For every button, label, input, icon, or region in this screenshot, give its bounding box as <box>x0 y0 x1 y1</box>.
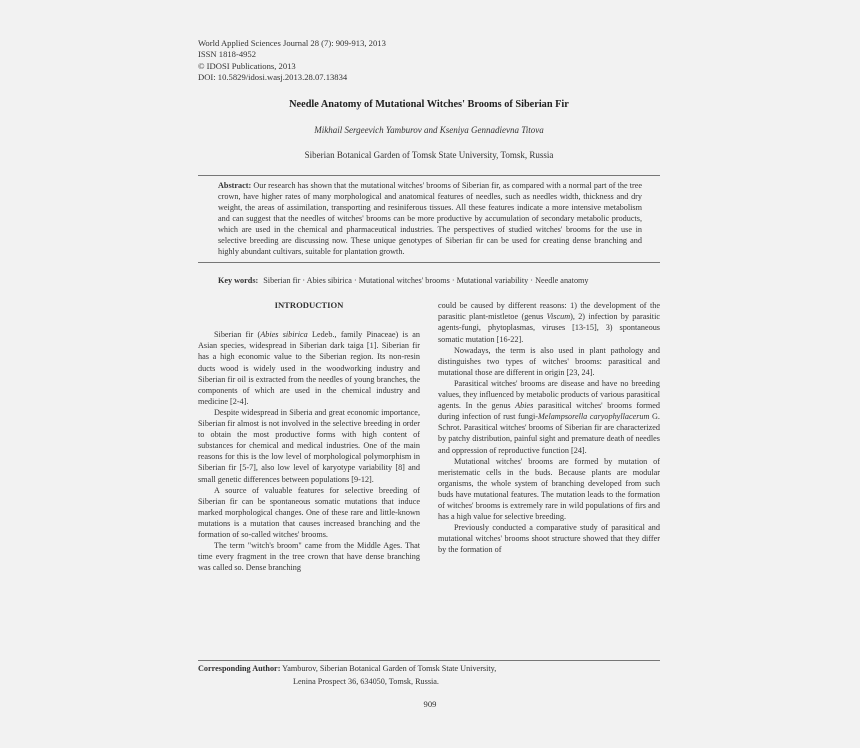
genus-name: Viscum <box>546 312 571 322</box>
keywords <box>198 275 660 286</box>
corresponding-author-line2: Lenina Prospect 36, 634050, Tomsk, Russia. <box>293 676 439 686</box>
paragraph: Previously conducted a comparative study of parasitical and mutational witches' brooms shoot structure showed that they differ by the formation of <box>438 523 660 555</box>
copyright: © IDOSI Publications, 2013 <box>198 60 296 71</box>
page-content <box>198 38 660 573</box>
journal-citation: World Applied Sciences Journal 28 (7): 909-913, 2013 <box>198 38 386 48</box>
paragraph: Despite widespread in Siberia and great economic importance, Siberian fir almost is not involved in the selective breeding in order to obtain the most productive forms with high content of substances for chemical and medical industries. One of the main reasons for this is the low level of morphological polymorphism in Siberian fir [5-7], also low level of karyotype variability [8] and small genetic differences between populations [9-12]. <box>198 407 420 484</box>
corresponding-author-line1: Yamburov, Siberian Botanical Garden of Tomsk State University, <box>282 664 497 673</box>
abstract <box>198 175 660 264</box>
paragraph: Mutational witches' brooms are formed by mutation of meristematic cells in the buds. Because plants are modular organisms, the whole system of branching developed from such buds have mutational features. The mutation leads to the formation of witches' brooms is extremely rare in wild populations of firs and has a high value for selective breeding. <box>438 456 660 522</box>
fungus-name: Melampsorella caryophyllacerum <box>537 412 650 422</box>
abstract-label: Abstract: <box>218 180 252 190</box>
paper-title: Needle Anatomy of Mutational Witches' Brooms of Siberian Fir <box>289 98 569 110</box>
issn: ISSN 1818-4952 <box>198 49 257 60</box>
genus-name: Abies <box>515 401 534 411</box>
paragraph: A source of valuable features for selective breeding of Siberian fir can be spontaneous somatic mutations that induce marked morphological changes. One of these rare and little-known mutations is a mutation that causes increased branching and the formation of so-called witches' brooms. <box>198 485 420 539</box>
journal-header <box>198 38 660 84</box>
doi: DOI: 10.5829/idosi.wasj.2013.28.07.13834 <box>198 72 348 83</box>
section-heading-introduction: INTRODUCTION <box>274 300 344 311</box>
paragraph: Parasitical witches' brooms are disease and have no breeding values, they influenced by metabolic products of various parasitical agents. In the genus Abies parasitical witches' brooms formed during infection of rust fungi-Melampsorella caryophyllacerum G. Schrot. Parasitical witches' brooms of Siberian fir are characterized by patchy distribution, painful sight and premature death of needles and oppression of reproductive function [24]. <box>438 378 660 455</box>
paragraph: could be caused by different reasons: 1) the development of the parasitic plant-mistletoe (genus Viscum), 2) infection by parasitic agents-fungi, phytoplasmas, viruses [13-15], 3) spontaneous somatic mutation [16-22]. <box>438 301 660 344</box>
left-column <box>198 300 420 573</box>
affiliation: Siberian Botanical Garden of Tomsk State University, Tomsk, Russia <box>304 149 554 160</box>
paragraph: The term "witch's broom" came from the Middle Ages. That time every fragment in the tree crown that have dense branching was called so. Dense branching <box>198 541 420 573</box>
authors: Mikhail Sergeevich Yamburov and Kseniya Gennadievna Titova <box>314 124 544 135</box>
species-name: Abies sibirica <box>260 330 308 340</box>
keywords-text: Siberian fir · Abies sibirica · Mutational witches' brooms · Mutational variability · Needle anatomy <box>263 276 589 286</box>
paragraph: Siberian fir (Abies sibirica Ledeb., family Pinaceae) is an Asian species, widespread in Siberian dark taiga [1]. Siberian fir has a high economic value to the Siberian region. Its non-resin ducts wood is widely used in the woodworking industry and Siberian fir oil is extracted from the needles of young branches, the components of which are used in the chemical industry and medicine [2-4]. <box>198 330 420 406</box>
abstract-text: Our research has shown that the mutational witches' brooms of Siberian fir, as compared with a normal part of the tree crown, have higher rates of many morphological and anatomical features of needles, such as needles width, thickness and dry weight, the areas of assimilation, transporting and resiniferous tissues. All these features indicate a more intensive metabolism and can suggest that the needles of witches' brooms can be more productive by accumulation of secondary metabolic products, which are used in the chemical and pharmaceutical industries. The perspectives of studied witches' brooms for the use in selective breeding are discussing now. These unique genotypes of Siberian fir can be used for creating dense branching and highly abundant cultivars, suitable for plantation growth. <box>218 180 642 257</box>
paragraph: Nowadays, the term is also used in plant pathology and distinguishes two types of witches' brooms: parasitical and mutational those are different in origin [23, 24]. <box>438 345 660 377</box>
corresponding-author <box>198 663 660 688</box>
page-number: 909 <box>423 699 437 709</box>
keywords-label: Key words: <box>218 276 259 286</box>
right-column <box>438 300 660 573</box>
corresponding-author-label: Corresponding Author: <box>198 664 281 673</box>
footer-divider <box>198 660 660 661</box>
body-columns <box>198 300 660 573</box>
